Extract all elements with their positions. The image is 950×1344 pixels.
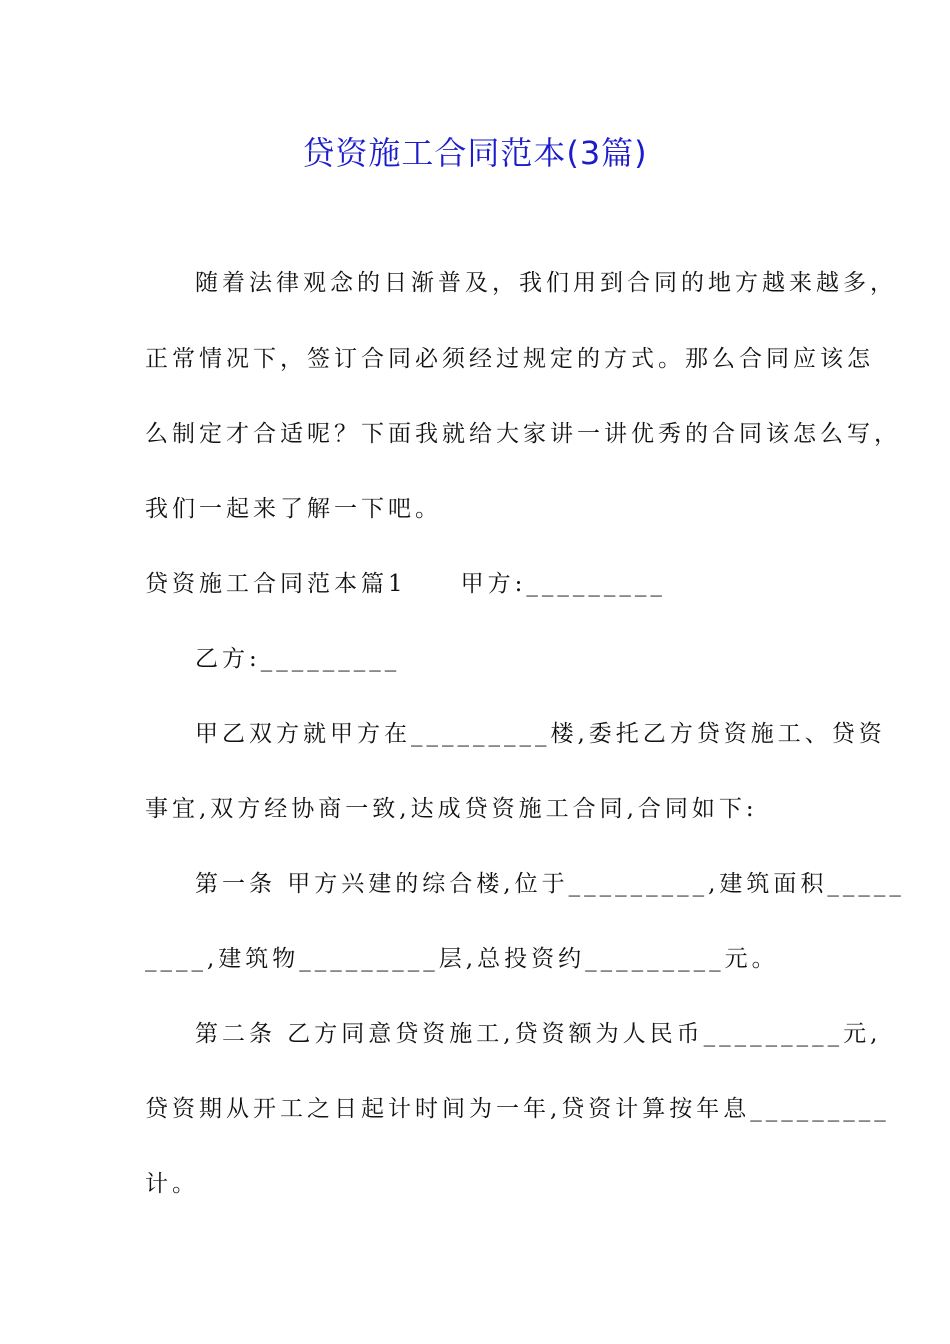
article-2-line-3: 计。 xyxy=(145,1171,199,1197)
section-heading-party-a: 贷资施工合同范本篇1 甲方:_________ xyxy=(145,571,666,597)
intro-line-4: 我们一起来了解一下吧。 xyxy=(145,496,442,522)
preamble-line-2: 事宜,双方经协商一致,达成贷资施工合同,合同如下: xyxy=(145,796,758,822)
intro-line-3: 么制定才合适呢？下面我就给大家讲一讲优秀的合同该怎么写， xyxy=(145,421,901,447)
document-title: 贷资施工合同范本(3篇) xyxy=(302,134,648,172)
article-2-line-2: 贷资期从开工之日起计时间为一年,贷资计算按年息_________ xyxy=(145,1096,890,1122)
article-1-line-1: 第一条 甲方兴建的综合楼,位于_________,建筑面积_____ xyxy=(195,871,905,897)
intro-line-2: 正常情况下，签订合同必须经过规定的方式。那么合同应该怎 xyxy=(145,346,874,372)
article-1-line-2: ____,建筑物_________层,总投资约_________元。 xyxy=(145,946,779,972)
article-2-line-1: 第二条 乙方同意贷资施工,贷资额为人民币_________元, xyxy=(195,1021,882,1047)
party-b-line: 乙方:_________ xyxy=(195,646,401,672)
preamble-line-1: 甲乙双方就甲方在_________楼,委托乙方贷资施工、贷资 xyxy=(195,721,886,747)
intro-line-1: 随着法律观念的日渐普及，我们用到合同的地方越来越多， xyxy=(195,270,897,296)
